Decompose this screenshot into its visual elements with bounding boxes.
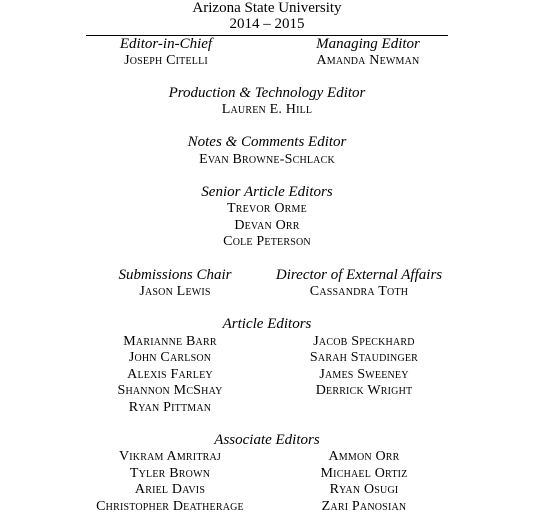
article-editor-name: Shannon McShay	[117, 383, 223, 398]
production-technology-editor-name: Lauren E. Hill	[221, 102, 313, 117]
notes-comments-editor-title: Notes & Comments Editor	[187, 134, 347, 150]
director-external-affairs-name: Cassandra Toth	[309, 284, 409, 299]
university-title: Arizona State University	[192, 0, 342, 16]
senior-article-editor-name: Trevor Orme	[227, 201, 307, 216]
editor-in-chief-name: Joseph Citelli	[124, 53, 208, 68]
editor-in-chief-title: Editor-in-Chief	[119, 36, 213, 52]
article-editor-name: James Sweeney	[319, 367, 409, 382]
submissions-chair-title: Submissions Chair	[118, 267, 232, 283]
senior-article-editor-name: Devan Orr	[234, 218, 300, 233]
director-external-affairs-title: Director of External Affairs	[275, 267, 443, 283]
article-editor-name: Marianne Barr	[123, 334, 217, 349]
associate-editor-name: Ammon Orr	[328, 449, 400, 464]
production-technology-editor-title: Production & Technology Editor	[168, 85, 366, 101]
article-editor-name: Ryan Pittman	[128, 400, 212, 415]
associate-editor-name: Ryan Osugi	[329, 482, 399, 497]
associate-editor-name: Christopher Deatherage	[96, 499, 244, 514]
article-editor-name: Alexis Farley	[127, 367, 213, 382]
associate-editor-name: Vikram Amritraj	[118, 449, 222, 464]
associate-editor-name: Michael Ortiz	[320, 466, 408, 481]
associate-editors-title: Associate Editors	[214, 432, 320, 448]
associate-editor-name: Zari Panosian	[321, 499, 407, 514]
associate-editor-name: Tyler Brown	[129, 466, 211, 481]
article-editor-name: Sarah Staudinger	[309, 350, 419, 365]
article-editor-name: John Carlson	[128, 350, 212, 365]
article-editors-title: Article Editors	[222, 316, 312, 332]
academic-years: 2014 – 2015	[229, 16, 305, 32]
submissions-chair-name: Jason Lewis	[139, 284, 211, 299]
notes-comments-editor-name: Evan Browne-Schlack	[199, 152, 335, 167]
associate-editor-name: Ariel Davis	[134, 482, 206, 497]
managing-editor-title: Managing Editor	[316, 36, 420, 52]
managing-editor-name: Amanda Newman	[316, 53, 420, 68]
article-editor-name: Derrick Wright	[315, 383, 413, 398]
senior-article-editors-title: Senior Article Editors	[201, 184, 333, 200]
senior-article-editor-name: Cole Peterson	[223, 234, 311, 249]
article-editor-name: Jacob Speckhard	[313, 334, 415, 349]
